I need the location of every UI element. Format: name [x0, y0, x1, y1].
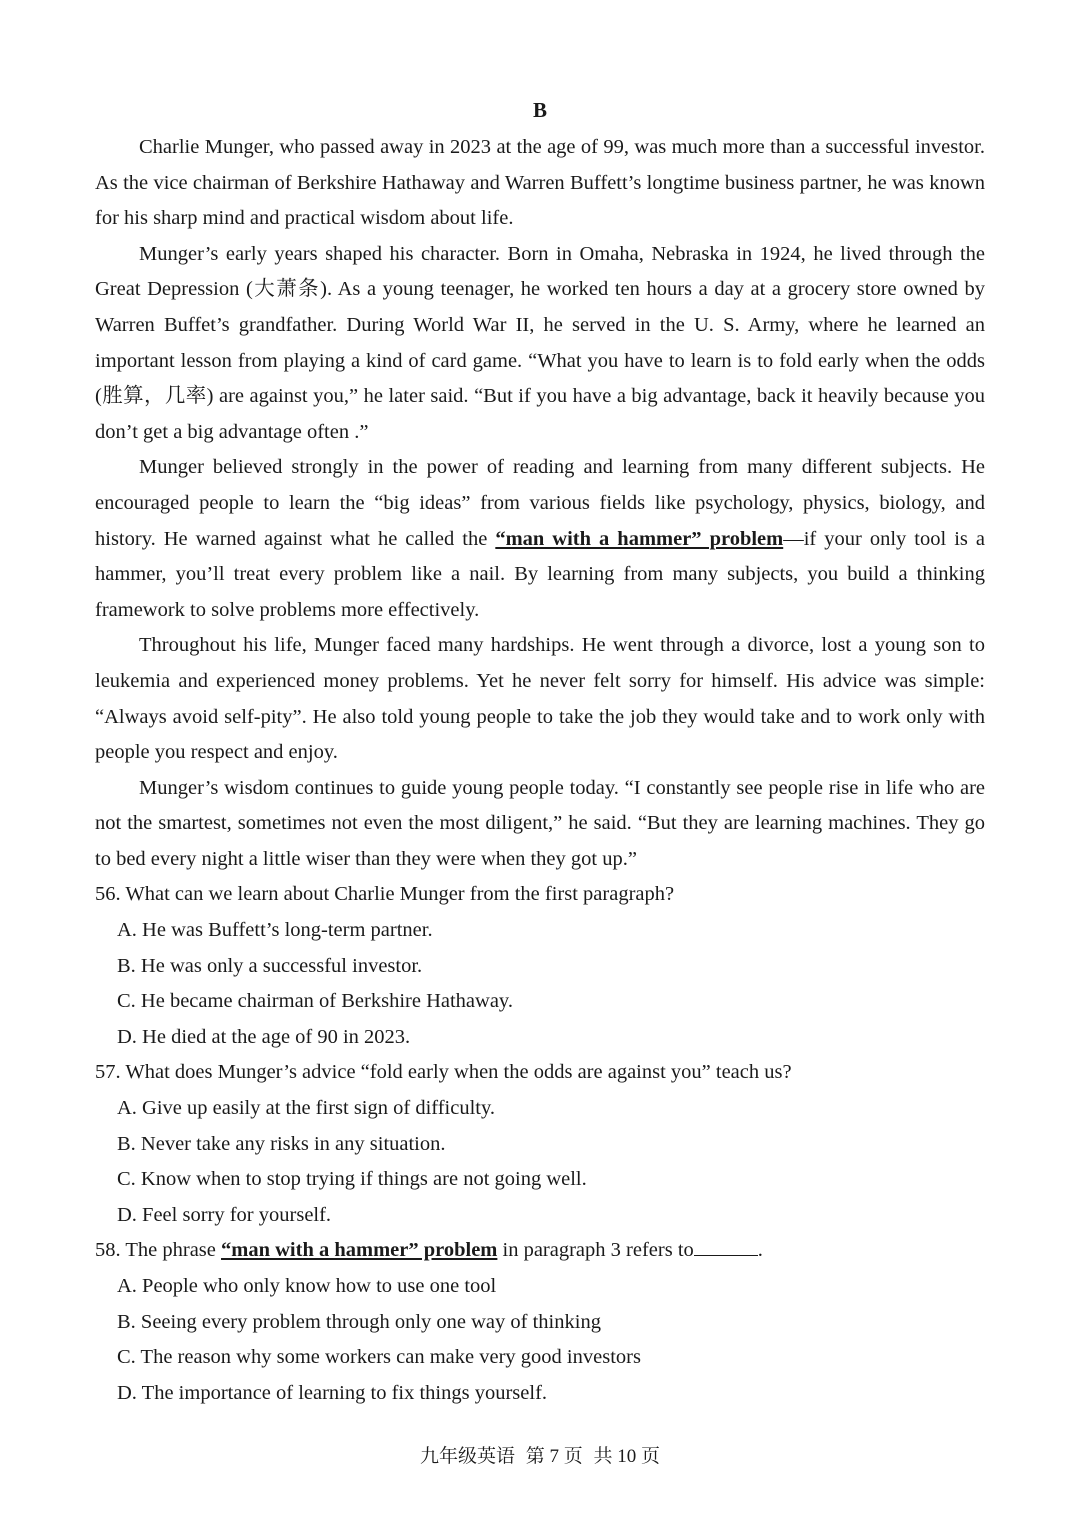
question-stem — [95, 1233, 985, 1269]
page-footer — [0, 1444, 1080, 1470]
option-d: D. He died at the age of 90 in 2023. — [117, 1025, 411, 1048]
question-56 — [95, 877, 985, 1055]
section-title: B — [532, 98, 547, 122]
option-b: B. He was only a successful investor. — [117, 954, 423, 977]
question-58 — [95, 1233, 985, 1411]
footer-subject: 九年级英语 — [419, 1446, 515, 1467]
question-57 — [95, 1055, 985, 1233]
paragraph-3-text-before: Munger believed strongly in the power of reading and learning from many different subjects. He encouraged people to learn the “big ideas” from various fields like psychology, physics, biology, and history. He warned against what he called the — [95, 456, 985, 550]
key-phrase-man-with-hammer: “man with a hammer” problem — [495, 527, 784, 550]
paragraph-3-text-after: —if your only tool is a hammer, you’ll treat every problem like a nail. By learning from many subjects, you build a thinking framework to solve problems more effectively. — [95, 527, 985, 621]
key-phrase-man-with-hammer: “man with a hammer” problem — [221, 1239, 498, 1262]
passage-paragraph-1: Charlie Munger, who passed away in 2023 at the age of 99, was much more than a successful investor. As the vice chairman of Berkshire Hathaway and Warren Buffett’s longtime business partner, he was known for his sharp mind and practical wisdom about life. — [95, 136, 985, 230]
passage-paragraph-5: Munger’s wisdom continues to guide young people today. “I constantly see people rise in life who are not the smartest, sometimes not even the most diligent,” he said. “But they are learning machines. They go to bed every night a little wiser than they were when they got up.” — [95, 776, 985, 870]
option-b: B. Seeing every problem through only one way of thinking — [117, 1310, 601, 1333]
option-b: B. Never take any risks in any situation. — [117, 1132, 446, 1155]
option-c: C. The reason why some workers can make very good investors — [117, 1346, 641, 1369]
option-c: C. He became chairman of Berkshire Hathaway. — [117, 990, 513, 1013]
option-a: A. He was Buffett’s long-term partner. — [117, 919, 433, 942]
question-stem: 56. What can we learn about Charlie Munger from the first paragraph? — [95, 883, 675, 906]
option-c: C. Know when to stop trying if things are not going well. — [117, 1168, 587, 1191]
question-stem-end: . — [757, 1239, 763, 1262]
option-d: D. Feel sorry for yourself. — [117, 1203, 332, 1226]
answer-blank — [694, 1254, 758, 1256]
option-a: A. People who only know how to use one tool — [117, 1275, 497, 1297]
passage-paragraph-2: Munger’s early years shaped his character. Born in Omaha, Nebraska in 1924, he lived through the Great Depression (大萧条). As a young teenager, he worked ten hours a day at a grocery store owned by Warren Buffet’s grandfather. During World War II, he served in the U. S. Army, where he learned an important lesson from playing a kind of card game. “What you have to learn is to fold early when the odds (胜算，几率) are against you,” he later said. “But if you have a big advantage, back it heavily because you don’t get a big advantage often .” — [95, 242, 985, 443]
exam-page — [95, 95, 985, 1411]
passage-paragraph-4: Throughout his life, Munger faced many hardships. He went through a divorce, lost a young son to leukemia and experienced money problems. Yet he never felt sorry for himself. His advice was simple: “Always avoid self-pity”. He also told young people to take the job they would take and to work only with people you respect and enjoy. — [95, 634, 985, 764]
question-stem-before: 58. The phrase — [95, 1239, 222, 1262]
footer-page-number: 第 7 页 — [525, 1446, 583, 1467]
option-d: D. The importance of learning to fix things yourself. — [117, 1381, 548, 1404]
question-stem: 57. What does Munger’s advice “fold early when the odds are against you” teach us? — [95, 1061, 792, 1084]
passage-paragraph-3 — [95, 450, 985, 628]
option-a: A. Give up easily at the first sign of difficulty. — [117, 1097, 496, 1120]
question-stem-after: in paragraph 3 refers to — [497, 1239, 694, 1262]
footer-total-pages: 共 10 页 — [593, 1446, 661, 1467]
